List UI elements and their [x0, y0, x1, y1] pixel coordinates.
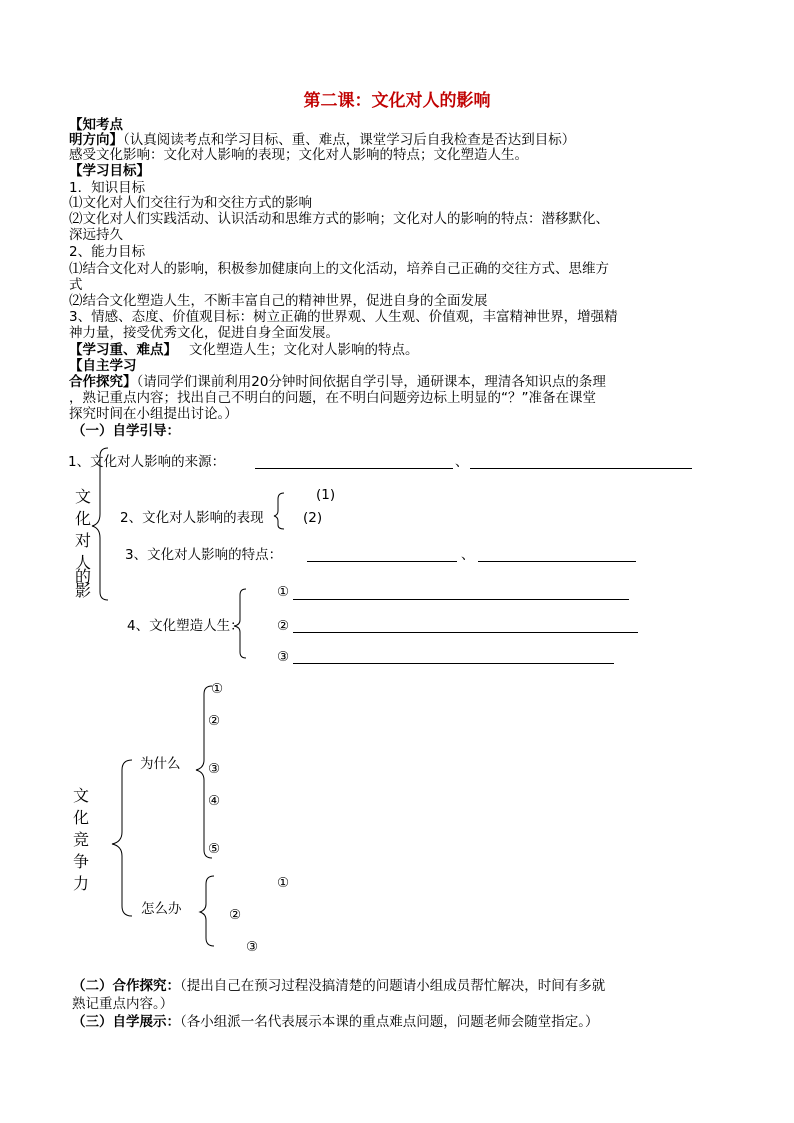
brace-tree2-how [200, 876, 214, 946]
section3-text: （各小组派一名代表展示本课的重点难点问题，问题老师会随堂指定。） [180, 1014, 599, 1030]
section2-line-1: （提出自己在预习过程没搞清楚的问题请小组成员帮忙解决，时间有多就 [180, 978, 606, 994]
tree1-item1-label: 1、文化对人影响的来源： [68, 454, 226, 470]
tree2-why-label: 为什么 [140, 756, 181, 772]
tree1-item2-sub2: (2) [303, 510, 323, 526]
tree2-how-sub: ② [229, 907, 242, 923]
brace-tree1-item2 [274, 493, 284, 529]
tree2-why-sub: ② [208, 713, 221, 729]
ability-item-1b: 式 [69, 277, 83, 293]
emotion-item-b: 神力量，接受优秀文化，促进自身全面发展。 [69, 325, 339, 341]
tree1-item1-sep: 、 [455, 454, 469, 470]
tree1-item2-sub1: (1) [316, 487, 336, 503]
section2-line-2: 熟记重点内容。） [72, 996, 174, 1012]
tree1-item3-sep: 、 [461, 547, 475, 563]
self-study-heading: 【自主学习 [69, 358, 137, 374]
ability-item-2: ⑵结合文化塑造人生，不断丰富自己的精神世界，促进自身的全面发展 [69, 293, 488, 309]
blank-line[interactable] [293, 663, 614, 664]
ming-fangxiang-note: （认真阅读考点和学习目标、重、难点，课堂学习后自我检查是否达到目标） [123, 132, 576, 148]
brace-tree2-main [112, 760, 132, 916]
tree2-vchar: 化 [72, 808, 89, 827]
tree1-vchar: 人 [74, 553, 91, 572]
blank-line[interactable] [293, 599, 629, 600]
hezuo-label: 合作探究】 [69, 374, 137, 390]
tree1-item4-label: 4、文化塑造人生： [127, 618, 244, 634]
tree2-why-sub: ④ [208, 793, 221, 809]
tree2-how-sub: ① [277, 875, 290, 891]
tree1-item4-sub: ② [277, 618, 290, 634]
tree2-vchar: 文 [72, 786, 89, 805]
tree1-vchar: 文 [74, 487, 91, 506]
ming-fangxiang-row [69, 133, 575, 148]
page-title: 第二课：文化对人的影响 [303, 91, 491, 111]
tree1-item4-sub: ③ [277, 649, 290, 665]
blank-line[interactable] [255, 468, 453, 469]
key-points-row [69, 343, 419, 358]
hezuo-line-3: 探究时间在小组提出讨论。） [69, 406, 238, 422]
ability-heading: 2、能力目标 [69, 244, 146, 260]
tree1-item2-label: 2、文化对人影响的表现 [120, 510, 264, 526]
key-points-text: 文化塑造人生；文化对人影响的特点。 [189, 342, 419, 358]
ming-fangxiang-label: 明方向】 [69, 132, 123, 148]
hezuo-row-1 [69, 375, 606, 390]
knowledge-heading: 1．知识目标 [69, 180, 146, 196]
tree2-why-sub: ③ [208, 761, 221, 777]
hezuo-line-1: （请同学们课前利用20分钟时间依据自学引导，通研课本，理清各知识点的条理 [136, 374, 606, 390]
heading-zhi-kaodian: 【知考点 [69, 117, 123, 133]
tree1-vchar: 化 [74, 509, 91, 528]
key-points-label: 【学习重、难点】 [69, 342, 177, 358]
tree2-why-sub: ① [211, 681, 224, 697]
tree2-vchar: 力 [72, 874, 89, 893]
tree1-vchar: 对 [74, 531, 91, 550]
section3-row [72, 1015, 599, 1030]
tree1-vchar: 的 [74, 567, 91, 586]
tree2-vchar: 竞 [72, 830, 89, 849]
hezuo-line-2: ，熟记重点内容；找出自己不明白的问题，在不明白问题旁边标上明显的“？”准备在课堂 [69, 390, 596, 406]
knowledge-item-1: ⑴文化对人们交往行为和交往方式的影响 [69, 195, 312, 211]
tree1-item3-label: 3、文化对人影响的特点： [125, 547, 283, 563]
section2-row-1 [72, 979, 605, 994]
section3-label: （三）自学展示： [72, 1014, 180, 1030]
blank-line[interactable] [293, 632, 638, 633]
tree2-how-label: 怎么办 [141, 901, 182, 917]
knowledge-item-2b: 深远持久 [69, 227, 123, 243]
tree1-item4-sub: ① [277, 584, 290, 600]
objectives-heading: 【学习目标】 [69, 163, 150, 179]
section2-label: （二）合作探究： [72, 978, 180, 994]
ming-fangxiang-line2: 感受文化影响：文化对人影响的表现；文化对人影响的特点；文化塑造人生。 [69, 147, 528, 163]
emotion-item-a: 3、情感、态度、价值观目标：树立正确的世界观、人生观、价值观，丰富精神世界，增强精 [69, 309, 618, 325]
tree1-vchar: 影 [74, 581, 91, 600]
tree2-vchar: 争 [72, 852, 89, 871]
tree2-how-sub: ③ [246, 939, 259, 955]
brace-tree1-main [92, 448, 108, 600]
knowledge-item-2a: ⑵文化对人们实践活动、认识活动和思维方式的影响；文化对人的影响的特点：潜移默化、 [69, 211, 609, 227]
section1-heading: （一）自学引导： [72, 423, 180, 439]
blank-line[interactable] [470, 468, 692, 469]
blank-line[interactable] [478, 561, 636, 562]
ability-item-1a: ⑴结合文化对人的影响，积极参加健康向上的文化活动，培养自己正确的交往方式、思维方 [69, 261, 609, 277]
tree2-why-sub: ⑤ [208, 841, 221, 857]
blank-line[interactable] [307, 561, 457, 562]
